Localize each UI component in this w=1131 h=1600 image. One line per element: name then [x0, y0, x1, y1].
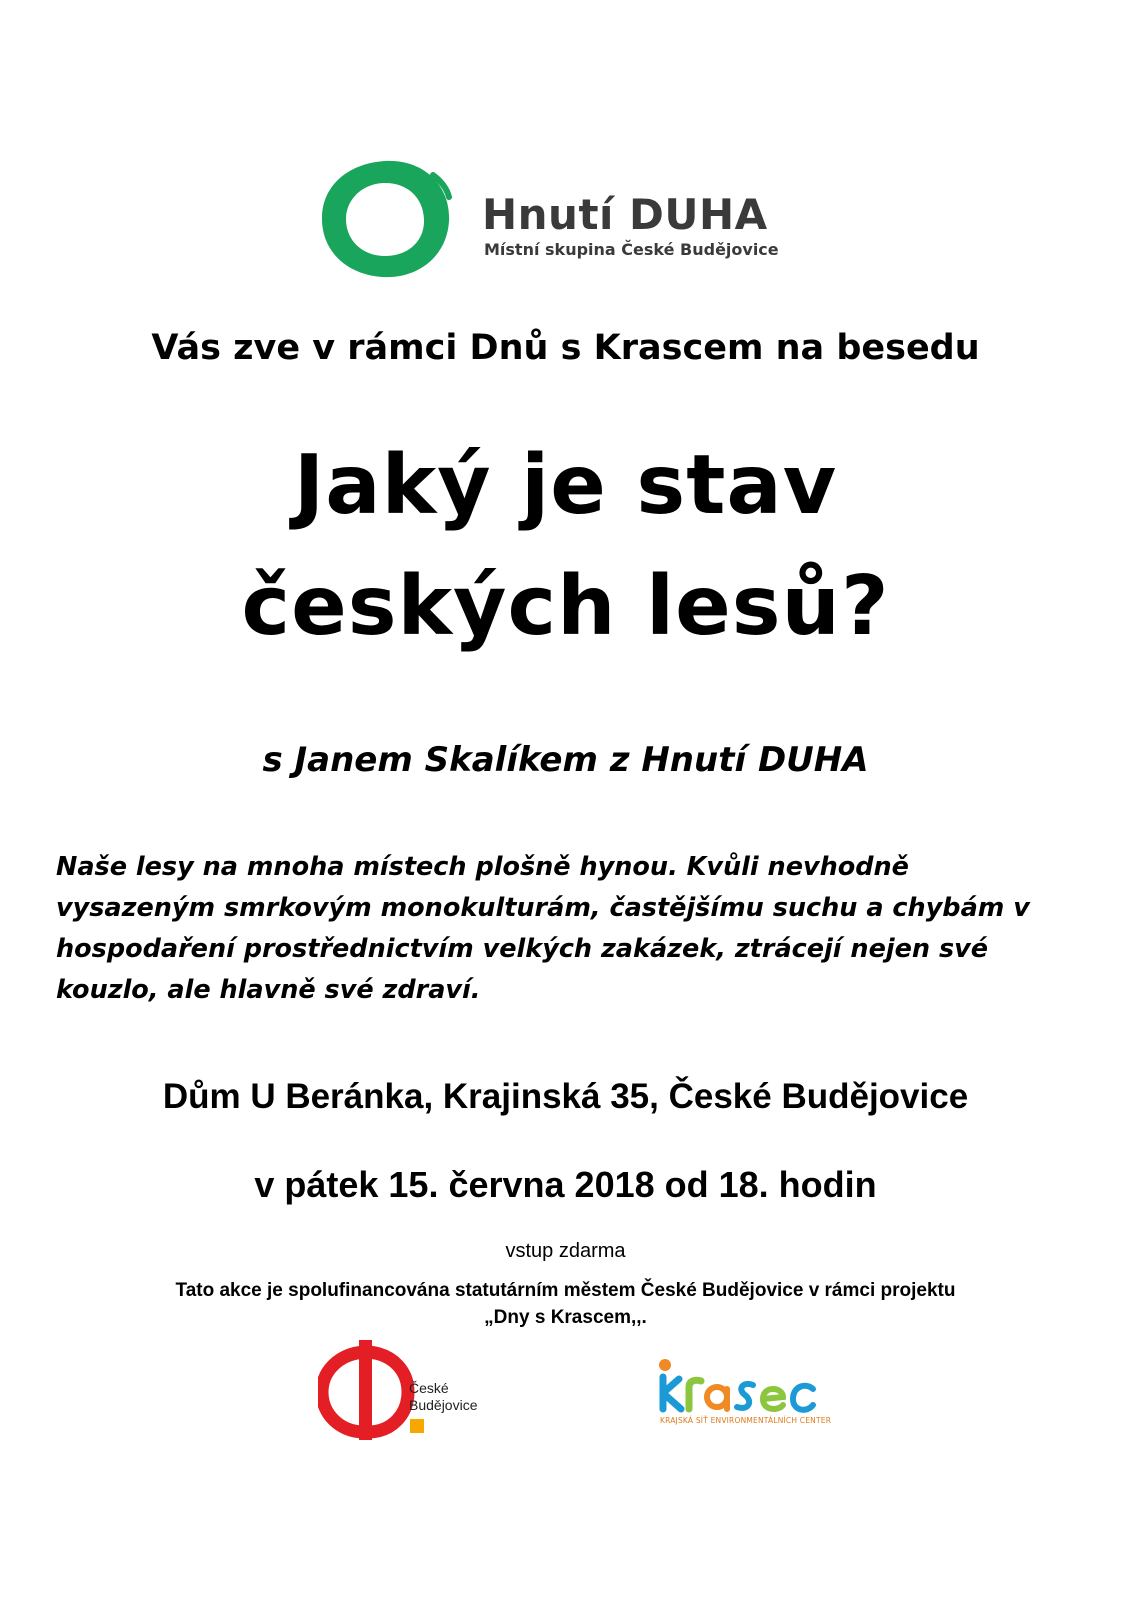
venue: Dům U Beránka, Krajinská 35, České Budějovice	[162, 1077, 969, 1116]
event-description	[56, 847, 1086, 1011]
entry-info: vstup zdarma	[505, 1240, 626, 1262]
org-name: Hnutí DUHA	[482, 190, 768, 239]
description-line: kouzlo, ale hlavně své zdraví.	[56, 975, 481, 1005]
speaker-line: s Janem Skalíkem z Hnutí DUHA	[262, 740, 869, 780]
invitation-line: Vás zve v rámci Dnů s Krascem na besedu	[151, 328, 980, 368]
city-logo-square	[410, 1419, 424, 1433]
hnuti-duha-ring-logo	[313, 153, 457, 285]
event-date: v pátek 15. června 2018 od 18. hodin	[254, 1164, 877, 1205]
event-title-line-1: Jaký je stav	[293, 438, 838, 533]
funding-note-line-2: „Dny s Krascem,,.	[484, 1307, 647, 1328]
city-logo-text: České Budějovice	[409, 1380, 478, 1413]
description-line: Naše lesy na mnoha místech plošně hynou. Kvůli nevhodně	[56, 852, 909, 882]
funding-note-line-1: Tato akce je spolufinancována statutárním městem České Budějovice v rámci projektu	[175, 1280, 956, 1301]
org-subtitle: Místní skupina České Budějovice	[484, 240, 779, 259]
description-line: vysazeným smrkovým monokulturám, častějšímu suchu a chybám v	[56, 893, 1030, 923]
event-title-line-2: českých lesů?	[241, 559, 890, 654]
description-line: hospodaření prostřednictvím velkých zakázek, ztrácejí nejen své	[56, 934, 989, 964]
krasec-tagline: KRAJSKÁ SÍŤ ENVIRONMENTÁLNÍCH CENTER	[660, 1416, 832, 1425]
